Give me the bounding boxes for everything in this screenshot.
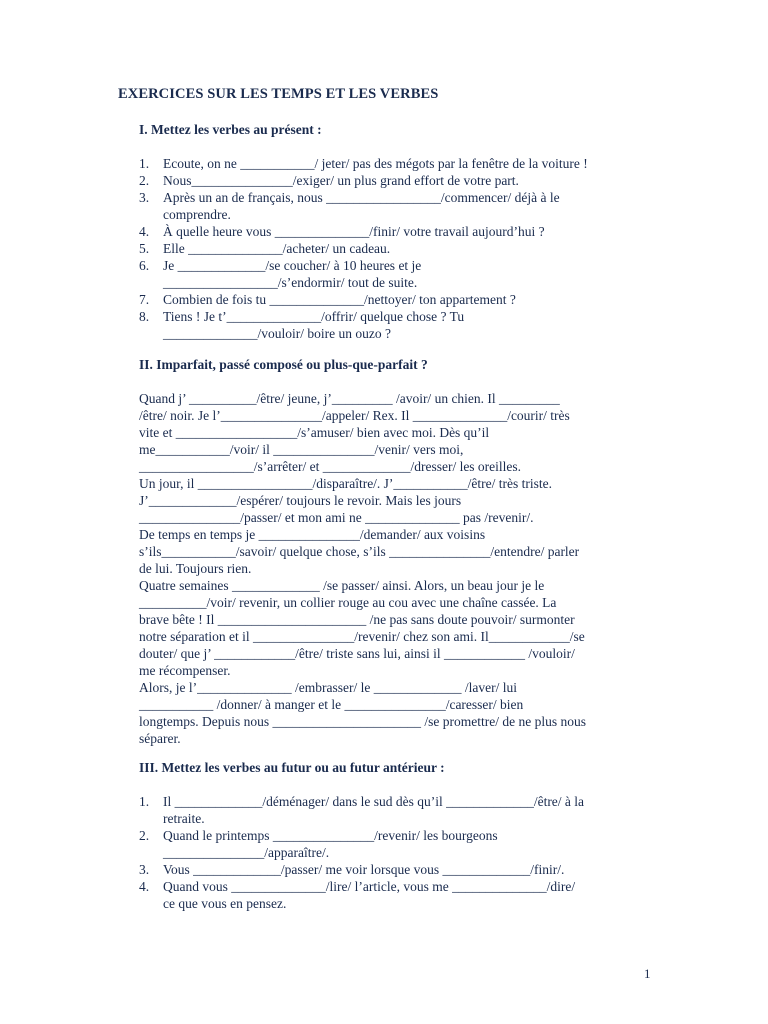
item-text: _______________/apparaître/. [163,845,330,860]
paragraph-line: me récompenser. [139,663,231,678]
item-text: _________________/s’endormir/ tout de suite. [163,275,418,290]
paragraph-line: s’ils___________/savoir/ quelque chose, s’ils _______________/entendre/ parler [139,544,580,559]
item-text: Tiens ! Je t’______________/offrir/ quelque chose ? Tu [163,309,465,324]
list-item [139,257,659,291]
paragraph-line: _________________/s’arrêter/ et _____________/dresser/ les oreilles. [139,459,522,474]
item-text: Quand le printemps _______________/revenir/ les bourgeons [163,828,498,843]
item-number: 2. [139,173,150,188]
list-item [139,878,659,912]
item-text: ce que vous en pensez. [163,896,287,911]
item-text: comprendre. [163,207,231,222]
paragraph-line: de lui. Toujours rien. [139,561,252,576]
paragraph-line: notre séparation et il _______________/revenir/ chez son ami. Il____________/se [139,629,585,644]
item-number: 2. [139,828,150,843]
paragraph-line: me___________/voir/ il _______________/venir/ vers moi, [139,442,464,457]
list-item [139,189,659,223]
section-3-list [139,793,659,912]
item-number: 5. [139,241,150,256]
item-text: Je _____________/se coucher/ à 10 heures et je [163,258,422,273]
item-number: 1. [139,794,150,809]
paragraph-line: Quatre semaines _____________ /se passer/ ainsi. Alors, un beau jour je le [139,578,545,593]
item-text: ______________/vouloir/ boire un ouzo ? [163,326,391,341]
item-number: 7. [139,292,150,307]
list-item [139,223,659,240]
section-2-heading: II. Imparfait, passé composé ou plus-que-parfait ? [139,357,428,372]
paragraph-line: douter/ que j’ ____________/être/ triste sans lui, ainsi il ____________ /vouloir/ [139,646,575,661]
item-text: retraite. [163,811,205,826]
item-number: 4. [139,879,150,894]
paragraph-line: J’_____________/espérer/ toujours le revoir. Mais les jours [139,493,462,508]
paragraph-line: vite et __________________/s’amuser/ bien avec moi. Dès qu’il [139,425,490,440]
list-item [139,155,659,172]
list-item [139,793,659,827]
section-1-heading: I. Mettez les verbes au présent : [139,122,322,137]
item-text: Quand vous ______________/lire/ l’article, vous me ______________/dire/ [163,879,576,894]
paragraph-line: ___________ /donner/ à manger et le _______________/caresser/ bien [139,697,524,712]
page-number: 1 [644,966,651,981]
item-text: Il _____________/déménager/ dans le sud dès qu’il _____________/être/ à la [163,794,585,809]
paragraph-line: De temps en temps je _______________/demander/ aux voisins [139,527,486,542]
list-item [139,172,659,189]
paragraph-line: __________/voir/ revenir, un collier rouge au cou avec une chaîne cassée. La [139,595,557,610]
paragraph-line: Un jour, il _________________/disparaître/. J’___________/être/ très triste. [139,476,553,491]
paragraph-line: /être/ noir. Je l’_______________/appeler/ Rex. Il ______________/courir/ très [139,408,570,423]
list-item [139,240,659,257]
paragraph-line: Alors, je l’______________ /embrasser/ le _____________ /laver/ lui [139,680,517,695]
list-item [139,291,659,308]
item-text: Combien de fois tu ______________/nettoyer/ ton appartement ? [163,292,516,307]
paragraph-line: longtemps. Depuis nous ______________________ /se promettre/ de ne plus nous [139,714,586,729]
list-item [139,861,659,878]
list-item [139,308,659,342]
section-2-paragraph [139,390,651,747]
section-1-list [139,155,659,342]
item-number: 4. [139,224,150,239]
list-item [139,827,659,861]
item-text: À quelle heure vous ______________/finir/ votre travail aujourd’hui ? [163,224,545,239]
item-text: Après un an de français, nous _________________/commencer/ déjà à le [163,190,560,205]
item-number: 3. [139,862,150,877]
paragraph-line: brave bête ! Il ______________________ /ne pas sans doute pouvoir/ surmonter [139,612,575,627]
item-text: Elle ______________/acheter/ un cadeau. [163,241,391,256]
paragraph-line: _______________/passer/ et mon ami ne ______________ pas /revenir/. [139,510,534,525]
page-title: EXERCICES SUR LES TEMPS ET LES VERBES [118,86,439,102]
paragraph-line: séparer. [139,731,181,746]
item-number: 6. [139,258,150,273]
item-text: Ecoute, on ne ___________/ jeter/ pas des mégots par la fenêtre de la voiture ! [163,156,588,171]
item-number: 8. [139,309,150,324]
item-number: 3. [139,190,150,205]
section-3-heading: III. Mettez les verbes au futur ou au futur antérieur : [139,760,445,775]
item-number: 1. [139,156,150,171]
paragraph-line: Quand j’ __________/être/ jeune, j’_________ /avoir/ un chien. Il _________ [139,391,560,406]
item-text: Nous_______________/exiger/ un plus grand effort de votre part. [163,173,519,188]
item-text: Vous _____________/passer/ me voir lorsque vous _____________/finir/. [163,862,565,877]
